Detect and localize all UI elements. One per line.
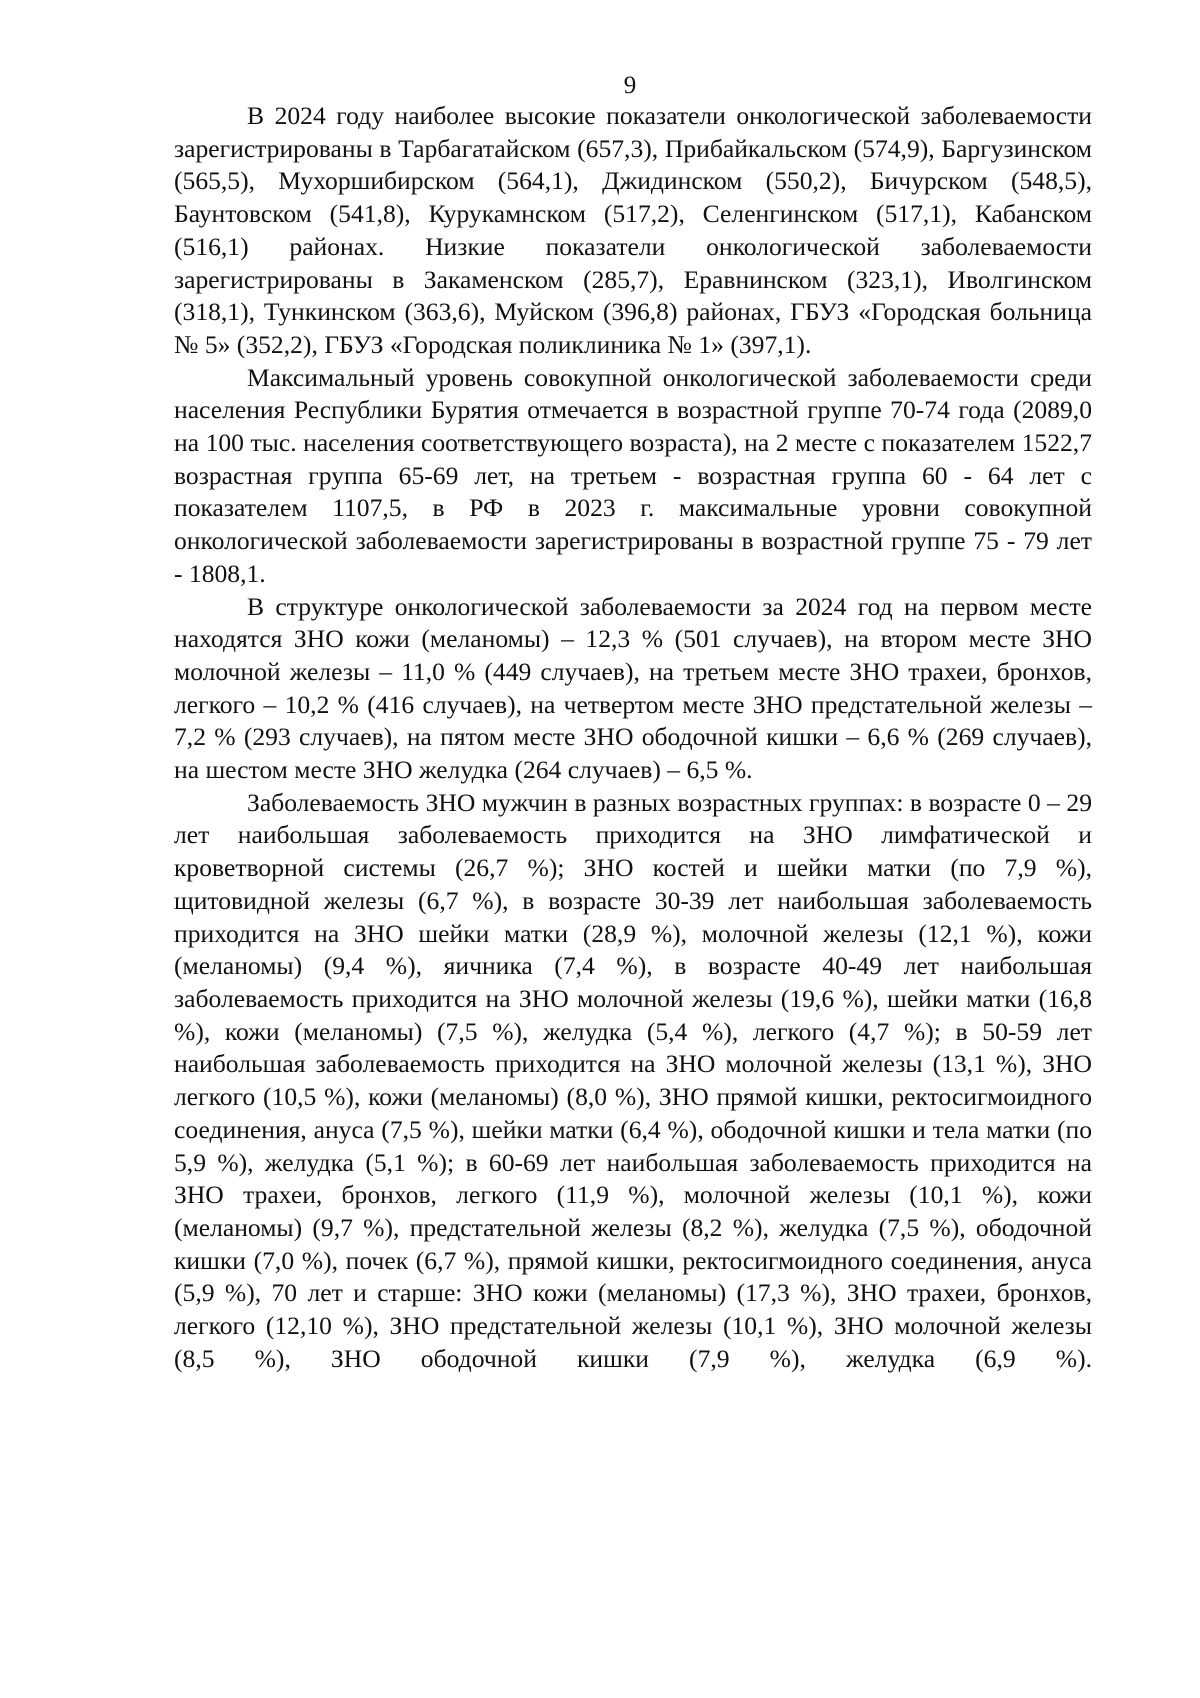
paragraph-oncology-by-district: В 2024 году наиболее высокие показатели онкологической заболеваемости зарегистрированы в Тарбагатайском (657,3), Прибайкальском (574,9), Баргузинском (565,5), Мухоршибирском (564,1), Джидинском (550,2), Бичурском (548,5), Баунтовском (541,8), Курукамнском (517,2), Селенгинском (517,1), Кабанском (516,1) районах. Низкие показатели онкологической заболеваемости зарегистрированы в Закаменском (285,7), Еравнинском (323,1), Иволгинском (318,1), Тункинском (363,6), Муйском (396,8) районах, ГБУЗ «Городская больница № 5» (352,2), ГБУЗ «Городская поликлиника № 1» (397,1).: [174, 101, 1092, 359]
paragraph-male-oncology-by-age: Заболеваемость ЗНО мужчин в разных возрастных группах: в возрасте 0 – 29 лет наибольшая заболеваемость приходится на ЗНО лимфатической и кроветворной системы (26,7 %); ЗНО костей и шейки матки (по 7,9 %), щитовидной железы (6,7 %), в возрасте 30-39 лет наибольшая заболеваемость приходится на ЗНО шейки матки (28,9 %), молочной железы (12,1 %), кожи (меланомы) (9,4 %), яичника (7,4 %), в возрасте 40-49 лет наибольшая заболеваемость приходится на ЗНО молочной железы (19,6 %), шейки матки (16,8 %), кожи (меланомы) (7,5 %), желудка (5,4 %), легкого (4,7 %); в 50-59 лет наибольшая заболеваемость приходится на ЗНО молочной железы (13,1 %), ЗНО легкого (10,5 %), кожи (меланомы) (8,0 %), ЗНО прямой кишки, ректосигмоидного соединения, ануса (7,5 %), шейки матки (6,4 %), ободочной кишки и тела матки (по 5,9 %), желудка (5,1 %); в 60-69 лет наибольшая заболеваемость приходится на ЗНО трахеи, бронхов, легкого (11,9 %), молочной железы (10,1 %), кожи (меланомы) (9,7 %), предстательной железы (8,2 %), желудка (7,5 %), ободочной кишки (7,0 %), почек (6,7 %), прямой кишки, ректосигмоидного соединения, ануса (5,9 %), 70 лет и старше: ЗНО кожи (меланомы) (17,3 %), ЗНО трахеи, бронхов, легкого (12,10 %), ЗНО предстательной железы (10,1 %), ЗНО молочной железы (8,5 %), ЗНО ободочной кишки (7,9 %), желудка (6,9 %).: [174, 787, 1092, 1373]
document-body: [174, 100, 1092, 1375]
page-number: 9: [623, 72, 637, 99]
paragraph-oncology-structure: В структуре онкологической заболеваемости за 2024 год на первом месте находятся ЗНО кожи (меланомы) – 12,3 % (501 случаев), на втором месте ЗНО молочной железы – 11,0 % (449 случаев), на третьем месте ЗНО трахеи, бронхов, легкого – 10,2 % (416 случаев), на четвертом месте ЗНО предстательной железы – 7,2 % (293 случаев), на пятом месте ЗНО ободочной кишки – 6,6 % (269 случаев), на шестом месте ЗНО желудка (264 случаев) – 6,5 %.: [174, 591, 1092, 785]
paragraph-oncology-by-age-group: Максимальный уровень совокупной онкологической заболеваемости среди населения Республики Бурятия отмечается в возрастной группе 70-74 года (2089,0 на 100 тыс. населения соответствующего возраста), на 2 месте с показателем 1522,7 возрастная группа 65-69 лет, на третьем - возрастная группа 60 - 64 лет с показателем 1107,5, в РФ в 2023 г. максимальные уровни совокупной онкологической заболеваемости зарегистрированы в возрастной группе 75 - 79 лет - 1808,1.: [174, 362, 1092, 588]
